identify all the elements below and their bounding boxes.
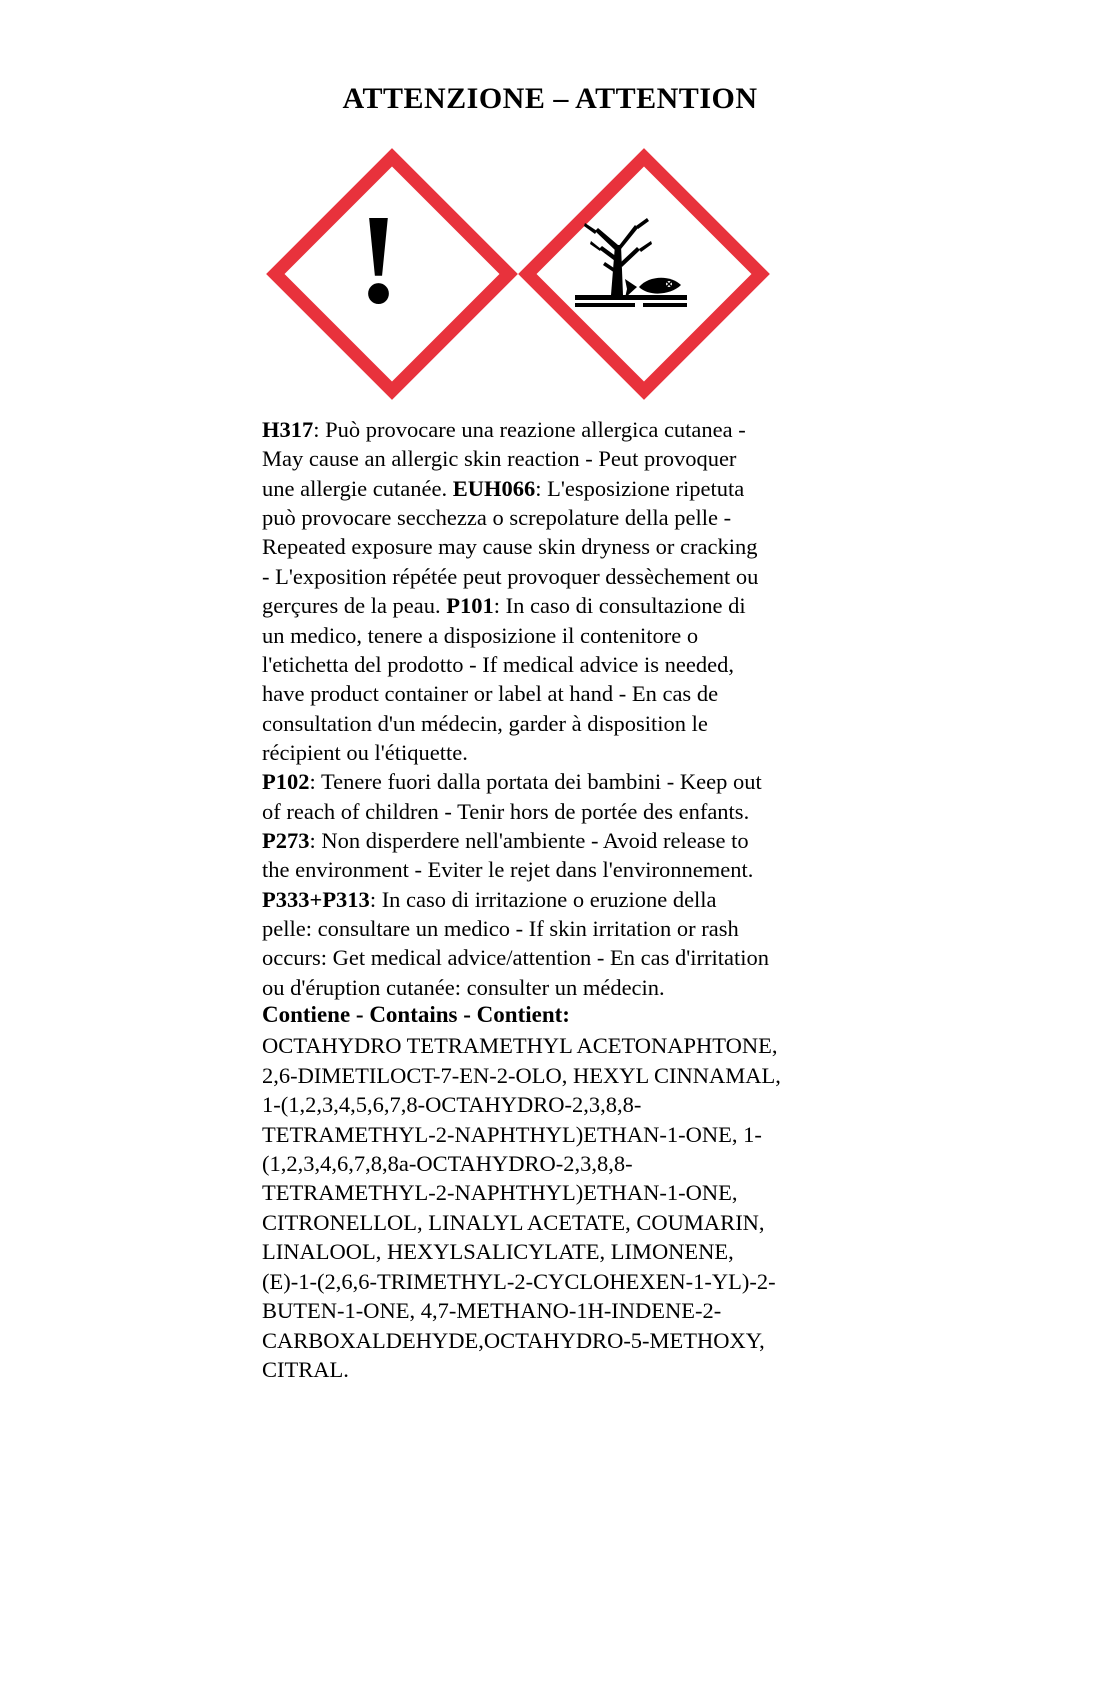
hazard-statement-paragraph-3 xyxy=(262,826,770,885)
hazard-text-p102: : Tenere fuori dalla portata dei bambini - Keep out of reach of children - Tenir hors de portée des enfants. xyxy=(262,769,762,824)
page-title: ATTENZIONE – ATTENTION xyxy=(342,82,758,115)
environment-hazard-pictogram xyxy=(523,153,738,368)
hazard-statement-paragraph-2 xyxy=(262,767,770,826)
hazard-code-p101: P101 xyxy=(446,593,494,619)
hazard-statement-paragraph-4 xyxy=(262,885,770,1002)
hazard-statement-paragraph-1 xyxy=(262,415,770,767)
hazard-text-euh066: : L'esposizione ripetuta può provocare secchezza o screpolature della pelle - Repeated exposure may cause skin dryness or cracking - L'exposition répétée peut provoquer dessèchement ou gerçures de la peau. xyxy=(262,475,759,619)
hazard-statements-block xyxy=(262,415,770,1002)
hazard-text-p101: : In caso di consultazione di un medico, tenere a disposizione il contenitore o l'etichetta del prodotto - If medical advice is needed, have product container or label at hand - En cas de consultation d'un médecin, garder à disposition le récipient ou l'étiquette. xyxy=(262,593,746,765)
hazard-text-h317: : Può provocare una reazione allergica cutanea - May cause an allergic skin reaction - Peut provoquer une allergie cutanée. xyxy=(262,417,746,501)
ingredient-list: OCTAHYDRO TETRAMETHYL ACETONAPHTONE, 2,6-DIMETILOCT-7-EN-2-OLO, HEXYL CINNAMAL, 1-(1,2,3,4,5,6,7,8-OCTAHYDRO-2,3,8,8-TETRAMETHYL-2-NAPHTHYL)ETHAN-1-ONE, 1-(1,2,3,4,6,7,8,8a-OCTAHYDRO-2,3,8,8-TETRAMETHYL-2-NAPHTHYL)ETHAN-1-ONE, CITRONELLOL, LINALYL ACETATE, COUMARIN, LINALOOL, HEXYLSALICYLATE, LIMONENE, (E)-1-(2,6,6-TRIMETHYL-2-CYCLOHEXEN-1-YL)-2-BUTEN-1-ONE, 4,7-METHANO-1H-INDENE-2-CARBOXALDEHYDE,OCTAHYDRO-5-METHOXY, CITRAL. xyxy=(262,1033,787,1383)
pictogram-symbol-area xyxy=(271,153,486,368)
hazard-text-p273: : Non disperdere nell'ambiente - Avoid release to the environment - Eviter le rejet dans l'environnement. xyxy=(262,828,754,883)
contains-heading: Contiene - Contains - Contient: xyxy=(262,1002,570,1027)
exclamation-mark-pictogram xyxy=(271,153,486,368)
pictogram-row xyxy=(265,150,785,375)
hazard-code-euh066: EUH066 xyxy=(452,475,536,501)
hazard-code-p273: P273 xyxy=(262,828,310,854)
hazard-code-h317: H317 xyxy=(262,417,314,442)
hazard-code-p102: P102 xyxy=(262,769,310,795)
contains-block xyxy=(262,1000,787,1385)
hazard-code-p333-p313: P333+P313 xyxy=(262,886,370,912)
dead-tree-and-fish-icon xyxy=(571,209,691,313)
pictogram-symbol-area xyxy=(523,153,738,368)
exclamation-icon: ! xyxy=(357,187,400,330)
hazard-text-p333-p313: : In caso di irritazione o eruzione della pelle: consultare un medico - If skin irritation or rash occurs: Get medical advice/attention - En cas d'irritation ou d'éruption cutanée: consulter un médecin. xyxy=(262,886,769,1000)
